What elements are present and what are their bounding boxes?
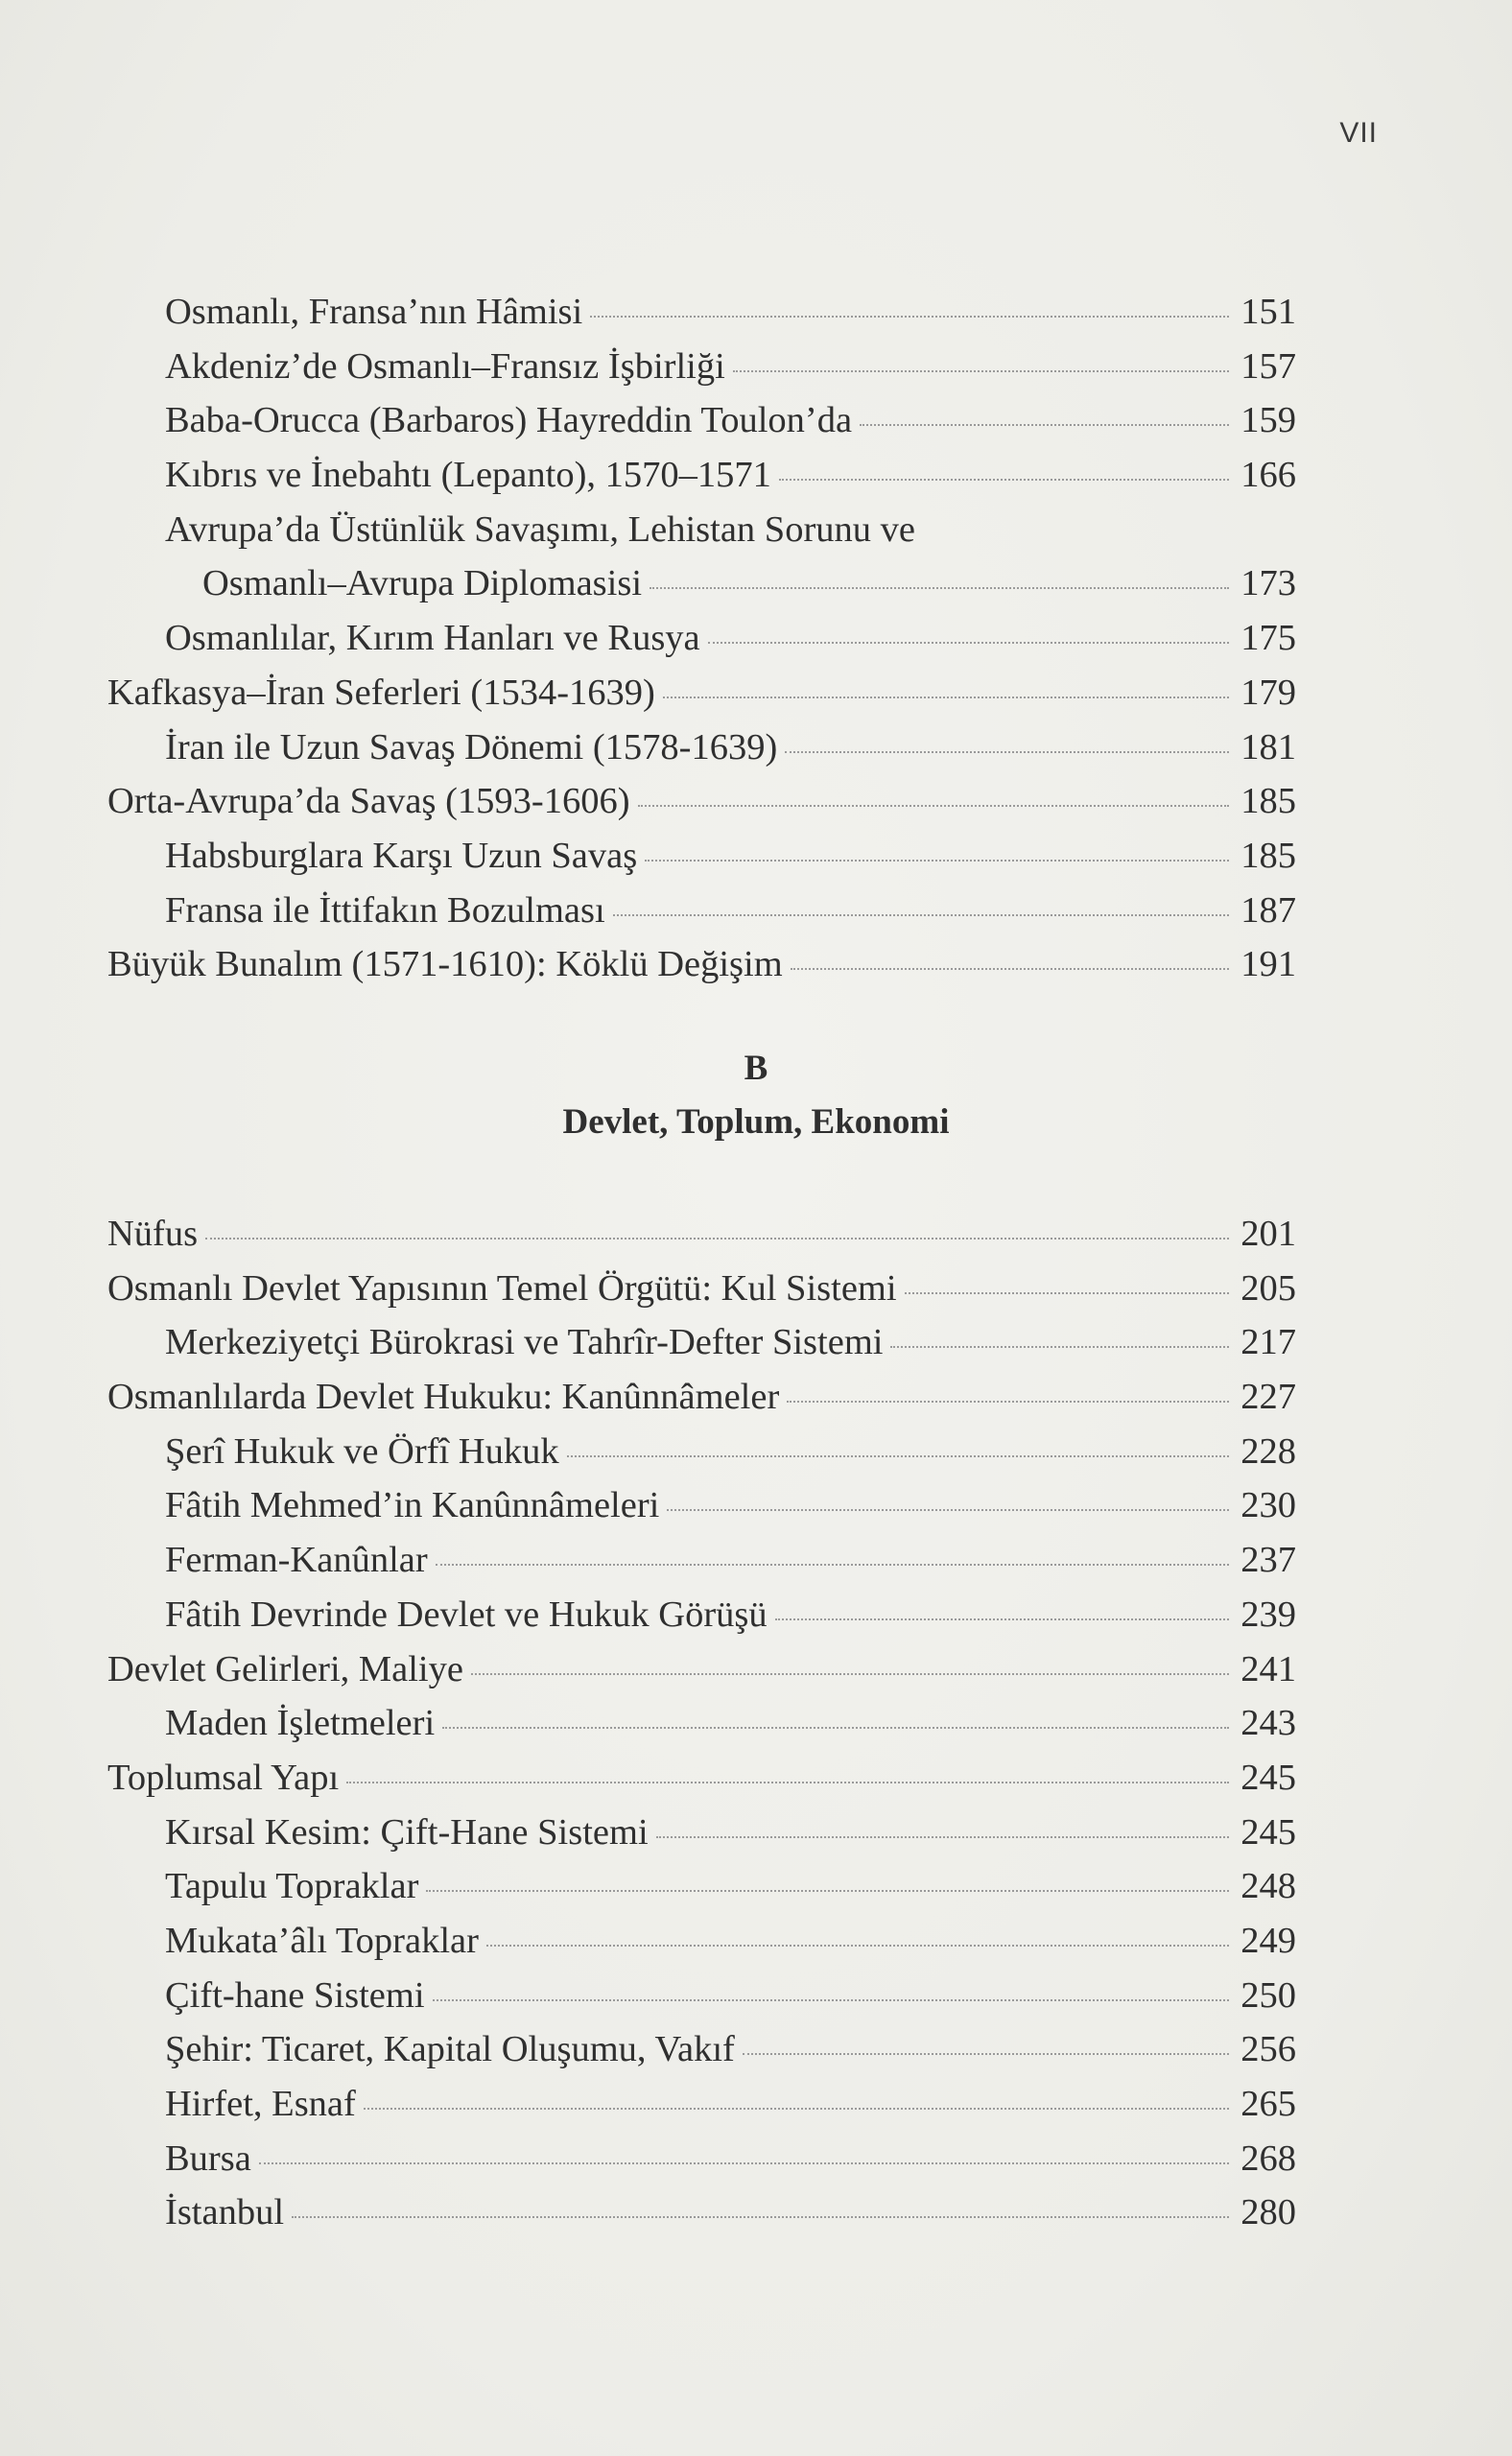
toc-entry [107, 1696, 1296, 1751]
dot-leader [650, 587, 1229, 589]
toc-entry-page: 249 [1240, 1920, 1296, 1961]
dot-leader [638, 805, 1229, 807]
toc-entry-page: 217 [1240, 1322, 1296, 1363]
page-number: VII [1339, 117, 1378, 149]
toc-entry-page: 227 [1240, 1377, 1296, 1418]
dot-leader [663, 697, 1229, 698]
dot-leader [364, 2108, 1229, 2110]
toc-entry-page: 280 [1240, 2192, 1296, 2233]
toc-entry [107, 1533, 1296, 1588]
dot-leader [486, 1945, 1229, 1947]
toc-entry-page: 239 [1240, 1594, 1296, 1635]
dot-leader [292, 2216, 1229, 2218]
toc-entry [107, 556, 1296, 611]
toc-entry-page: 185 [1240, 781, 1296, 822]
dot-leader [426, 1890, 1229, 1892]
toc-entry [107, 666, 1296, 720]
dot-leader [860, 424, 1229, 426]
toc-entry-title: Hirfet, Esnaf [165, 2084, 356, 2124]
toc-entry-title: Orta-Avrupa’da Savaş (1593-1606) [107, 781, 630, 822]
toc-entry [107, 2185, 1296, 2240]
toc-entry [107, 611, 1296, 666]
toc-entry [107, 1751, 1296, 1806]
toc-entry-title: Osmanlılar, Kırım Hanları ve Rusya [165, 618, 700, 659]
toc-entry-title: Kırsal Kesim: Çift-Hane Sistemi [165, 1811, 649, 1853]
toc-entry-title: Büyük Bunalım (1571-1610): Köklü Değişim [107, 944, 783, 985]
toc-entry [107, 1806, 1296, 1860]
toc-entry-title: Osmanlı–Avrupa Diplomasisi [202, 563, 643, 604]
toc-entry-title: Devlet Gelirleri, Maliye [107, 1648, 463, 1689]
section-title: Devlet, Toplum, Ekonomi [562, 1102, 950, 1142]
toc-entry [107, 1207, 1296, 1262]
toc-entry-title: Merkeziyetçi Bürokrasi ve Tahrîr-Defter Sistemi [165, 1322, 884, 1363]
table-of-contents-part-b [107, 1207, 1296, 2240]
toc-entry [107, 285, 1296, 340]
toc-entry-title: Osmanlılarda Devlet Hukuku: Kanûnnâmeler [107, 1377, 780, 1418]
dot-leader [205, 1238, 1229, 1240]
toc-entry-title: Ferman-Kanûnlar [165, 1540, 428, 1581]
dot-leader [613, 914, 1229, 916]
toc-entry [107, 393, 1296, 448]
toc-entry-title: İran ile Uzun Savaş Dönemi (1578-1639) [165, 726, 778, 768]
dot-leader [346, 1782, 1229, 1783]
toc-entry [107, 1262, 1296, 1316]
section-letter: B [744, 1049, 768, 1088]
toc-entry-page: 185 [1240, 835, 1296, 876]
toc-entry [107, 1478, 1296, 1533]
toc-entry [107, 2022, 1296, 2077]
dot-leader [905, 1292, 1229, 1294]
toc-entry-page: 159 [1240, 400, 1296, 441]
toc-entry [107, 1914, 1296, 1969]
dot-leader [436, 1564, 1229, 1566]
toc-entry-title: Nüfus [107, 1214, 199, 1254]
toc-entry-page: 268 [1240, 2137, 1296, 2179]
toc-entry-title: Osmanlı, Fransa’nın Hâmisi [165, 292, 583, 332]
dot-leader [779, 479, 1229, 481]
toc-entry [107, 884, 1296, 938]
dot-leader [471, 1673, 1229, 1675]
toc-entry [107, 829, 1296, 884]
toc-entry-page: 157 [1240, 345, 1296, 387]
toc-entry-page: 250 [1240, 1974, 1296, 2016]
toc-entry-page: 201 [1240, 1214, 1296, 1254]
dot-leader [775, 1618, 1229, 1620]
toc-entry-page: 237 [1240, 1540, 1296, 1581]
toc-entry-page: 241 [1240, 1648, 1296, 1689]
table-of-contents-part-a [107, 285, 1296, 992]
dot-leader [791, 968, 1229, 970]
toc-entry-title: Fâtih Devrinde Devlet ve Hukuk Görüşü [165, 1594, 768, 1635]
toc-entry-page: 181 [1240, 726, 1296, 768]
dot-leader [442, 1727, 1229, 1729]
toc-entry [107, 2132, 1296, 2186]
toc-entry [107, 2077, 1296, 2132]
toc-entry [107, 1859, 1296, 1914]
toc-entry-title: Toplumsal Yapı [107, 1757, 340, 1798]
dot-leader [656, 1836, 1229, 1838]
toc-entry-title: Kafkasya–İran Seferleri (1534-1639) [107, 672, 655, 713]
toc-entry-title: Habsburglara Karşı Uzun Savaş [165, 835, 638, 876]
toc-entry-page: 243 [1240, 1703, 1296, 1744]
toc-entry-title: Şehir: Ticaret, Kapital Oluşumu, Vakıf [165, 2029, 735, 2070]
toc-entry [107, 937, 1296, 992]
dot-leader [590, 316, 1229, 318]
toc-entry-page: 173 [1240, 563, 1296, 604]
toc-entry-title: Akdeniz’de Osmanlı–Fransız İşbirliği [165, 345, 725, 387]
toc-entry [107, 1315, 1296, 1370]
dot-leader [708, 642, 1229, 644]
toc-entry-page: 245 [1240, 1757, 1296, 1798]
toc-entry [107, 448, 1296, 503]
toc-entry [107, 1642, 1296, 1697]
dot-leader [645, 860, 1229, 862]
dot-leader [785, 751, 1229, 753]
dot-leader [567, 1455, 1229, 1457]
toc-entry-page: 245 [1240, 1811, 1296, 1853]
toc-entry-page: 187 [1240, 889, 1296, 931]
toc-entry [107, 1370, 1296, 1425]
toc-entry-title: Bursa [165, 2137, 251, 2179]
toc-entry-page: 166 [1240, 455, 1296, 496]
toc-entry-title: Kıbrıs ve İnebahtı (Lepanto), 1570–1571 [165, 455, 771, 496]
toc-entry-title: Osmanlı Devlet Yapısının Temel Örgütü: Kul Sistemi [107, 1267, 897, 1309]
toc-entry-title: Tapulu Topraklar [165, 1866, 419, 1907]
dot-leader [667, 1509, 1229, 1511]
toc-entry [107, 503, 1296, 557]
toc-entry-title: Maden İşletmeleri [165, 1703, 436, 1744]
toc-entry-page: 228 [1240, 1430, 1296, 1472]
toc-entry-page: 248 [1240, 1866, 1296, 1907]
toc-entry-title: Fransa ile İttifakın Bozulması [165, 889, 605, 931]
dot-leader [890, 1346, 1229, 1348]
dot-leader [743, 2053, 1229, 2055]
toc-entry-page: 265 [1240, 2084, 1296, 2124]
dot-leader [259, 2162, 1229, 2164]
toc-entry [107, 1425, 1296, 1479]
toc-entry-title: Avrupa’da Üstünlük Savaşımı, Lehistan Sorunu ve [165, 508, 915, 550]
dot-leader [787, 1401, 1229, 1403]
toc-entry-title: Mukata’âlı Topraklar [165, 1920, 479, 1961]
toc-entry-page: 191 [1240, 944, 1296, 985]
toc-entry-page: 151 [1240, 292, 1296, 332]
toc-entry [107, 1969, 1296, 2023]
toc-entry-title: Baba-Orucca (Barbaros) Hayreddin Toulon’da [165, 400, 853, 441]
toc-entry-page: 230 [1240, 1485, 1296, 1526]
toc-entry [107, 774, 1296, 829]
toc-entry-title: Şerî Hukuk ve Örfî Hukuk [165, 1430, 559, 1472]
toc-entry-page: 179 [1240, 672, 1296, 713]
toc-entry-page: 205 [1240, 1267, 1296, 1309]
toc-entry-title: Fâtih Mehmed’in Kanûnnâmeleri [165, 1485, 660, 1526]
toc-entry [107, 340, 1296, 394]
toc-entry-title: İstanbul [165, 2192, 285, 2233]
toc-entry [107, 1588, 1296, 1642]
dot-leader [433, 1999, 1229, 2001]
dot-leader [733, 370, 1229, 372]
toc-entry [107, 720, 1296, 775]
toc-entry-title: Çift-hane Sistemi [165, 1974, 425, 2016]
toc-entry-page: 256 [1240, 2029, 1296, 2070]
toc-entry-page: 175 [1240, 618, 1296, 659]
